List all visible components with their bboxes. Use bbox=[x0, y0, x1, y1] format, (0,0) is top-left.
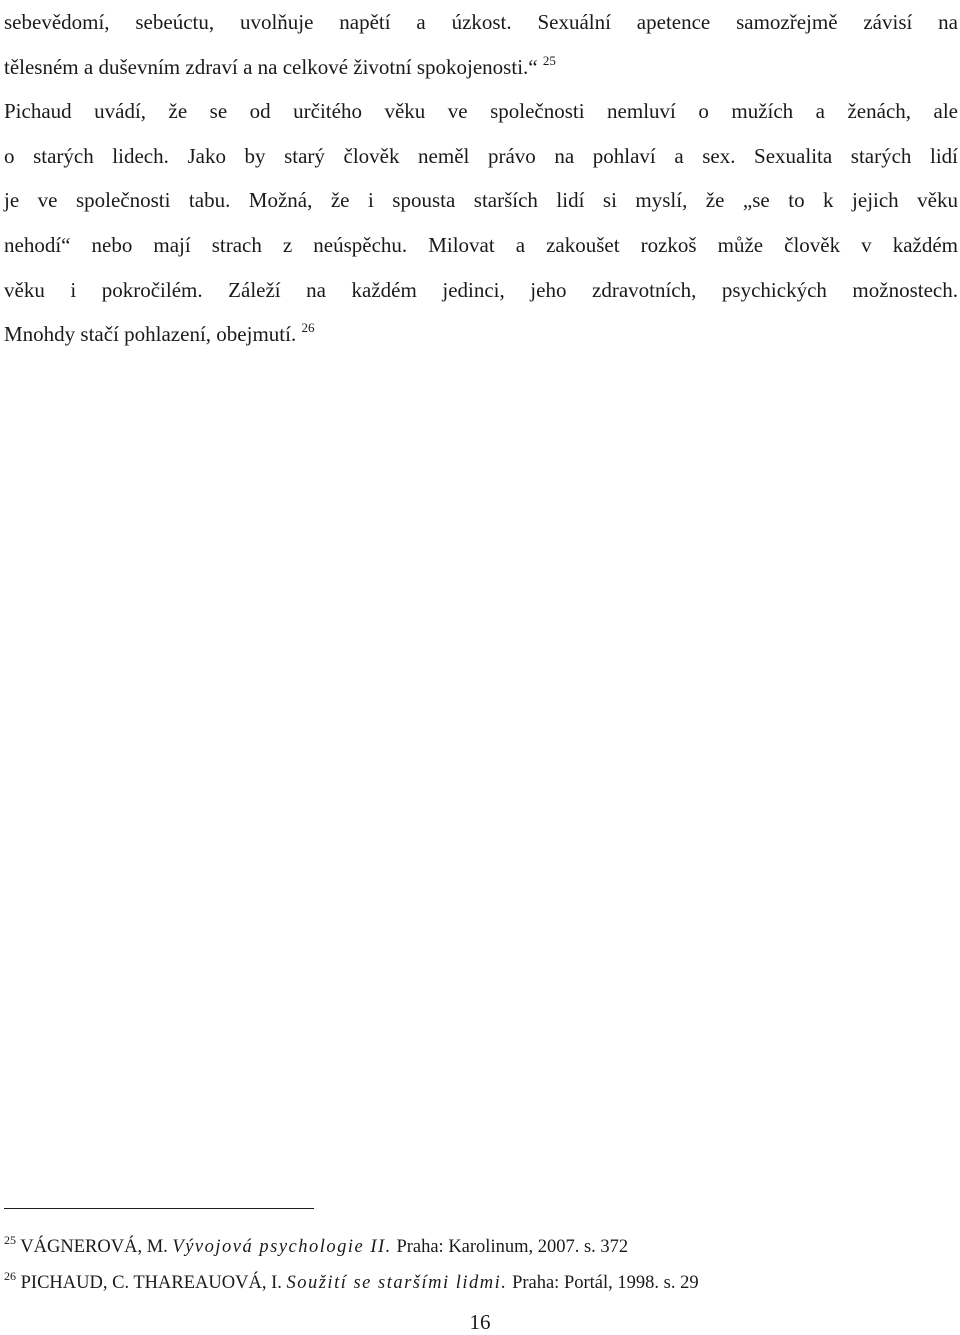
footnote-ref[interactable]: 26 bbox=[301, 320, 315, 336]
text-line-content: tělesném a duševním zdraví a na celkové životní spokojenosti.“ bbox=[4, 54, 538, 79]
page-number: 16 bbox=[469, 1310, 491, 1334]
text-line: Pichaud uvádí, že se od určitého věku ve společnosti nemluví o mužích a ženách, ale bbox=[4, 99, 958, 124]
footnote-ref[interactable]: 25 bbox=[542, 52, 556, 68]
footnote-publication: Praha: Karolinum, 2007. s. 372 bbox=[396, 1237, 629, 1257]
text-line: o starých lidech. Jako by starý člověk neměl právo na pohlaví a sex. Sexualita starých lidí bbox=[4, 143, 958, 168]
text-line: nehodí“ nebo mají strach z neúspěchu. Milovat a zakoušet rozkoš může člověk v každém bbox=[4, 232, 958, 257]
footnote-author: VÁGNEROVÁ, M. bbox=[20, 1237, 168, 1257]
text-line bbox=[4, 45, 958, 90]
footnote-number: 26 bbox=[4, 1269, 16, 1283]
text-line bbox=[4, 312, 958, 357]
footnote-title: Soužití se staršími lidmi. bbox=[286, 1273, 508, 1293]
body-text bbox=[4, 0, 958, 357]
text-line-content: Mnohdy stačí pohlazení, obejmutí. bbox=[4, 322, 297, 347]
footnote-number: 25 bbox=[4, 1233, 16, 1247]
text-line: je ve společnosti tabu. Možná, že i spousta starších lidí si myslí, že „se to k jejich věku bbox=[4, 188, 958, 213]
footnote bbox=[4, 1269, 699, 1294]
text-line: sebevědomí, sebeúctu, uvolňuje napětí a úzkost. Sexuální apetence samozřejmě závisí na bbox=[4, 10, 958, 34]
footnote-publication: Praha: Portál, 1998. s. 29 bbox=[512, 1273, 699, 1293]
text-line: věku i pokročilém. Záleží na každém jedinci, jeho zdravotních, psychických možnostech. bbox=[4, 277, 958, 302]
footnote-title: Vývojová psychologie II. bbox=[172, 1237, 392, 1257]
footnote-author: PICHAUD, C. THAREAUOVÁ, I. bbox=[20, 1273, 282, 1293]
footnote bbox=[4, 1233, 629, 1258]
footnote-separator bbox=[4, 1208, 314, 1209]
